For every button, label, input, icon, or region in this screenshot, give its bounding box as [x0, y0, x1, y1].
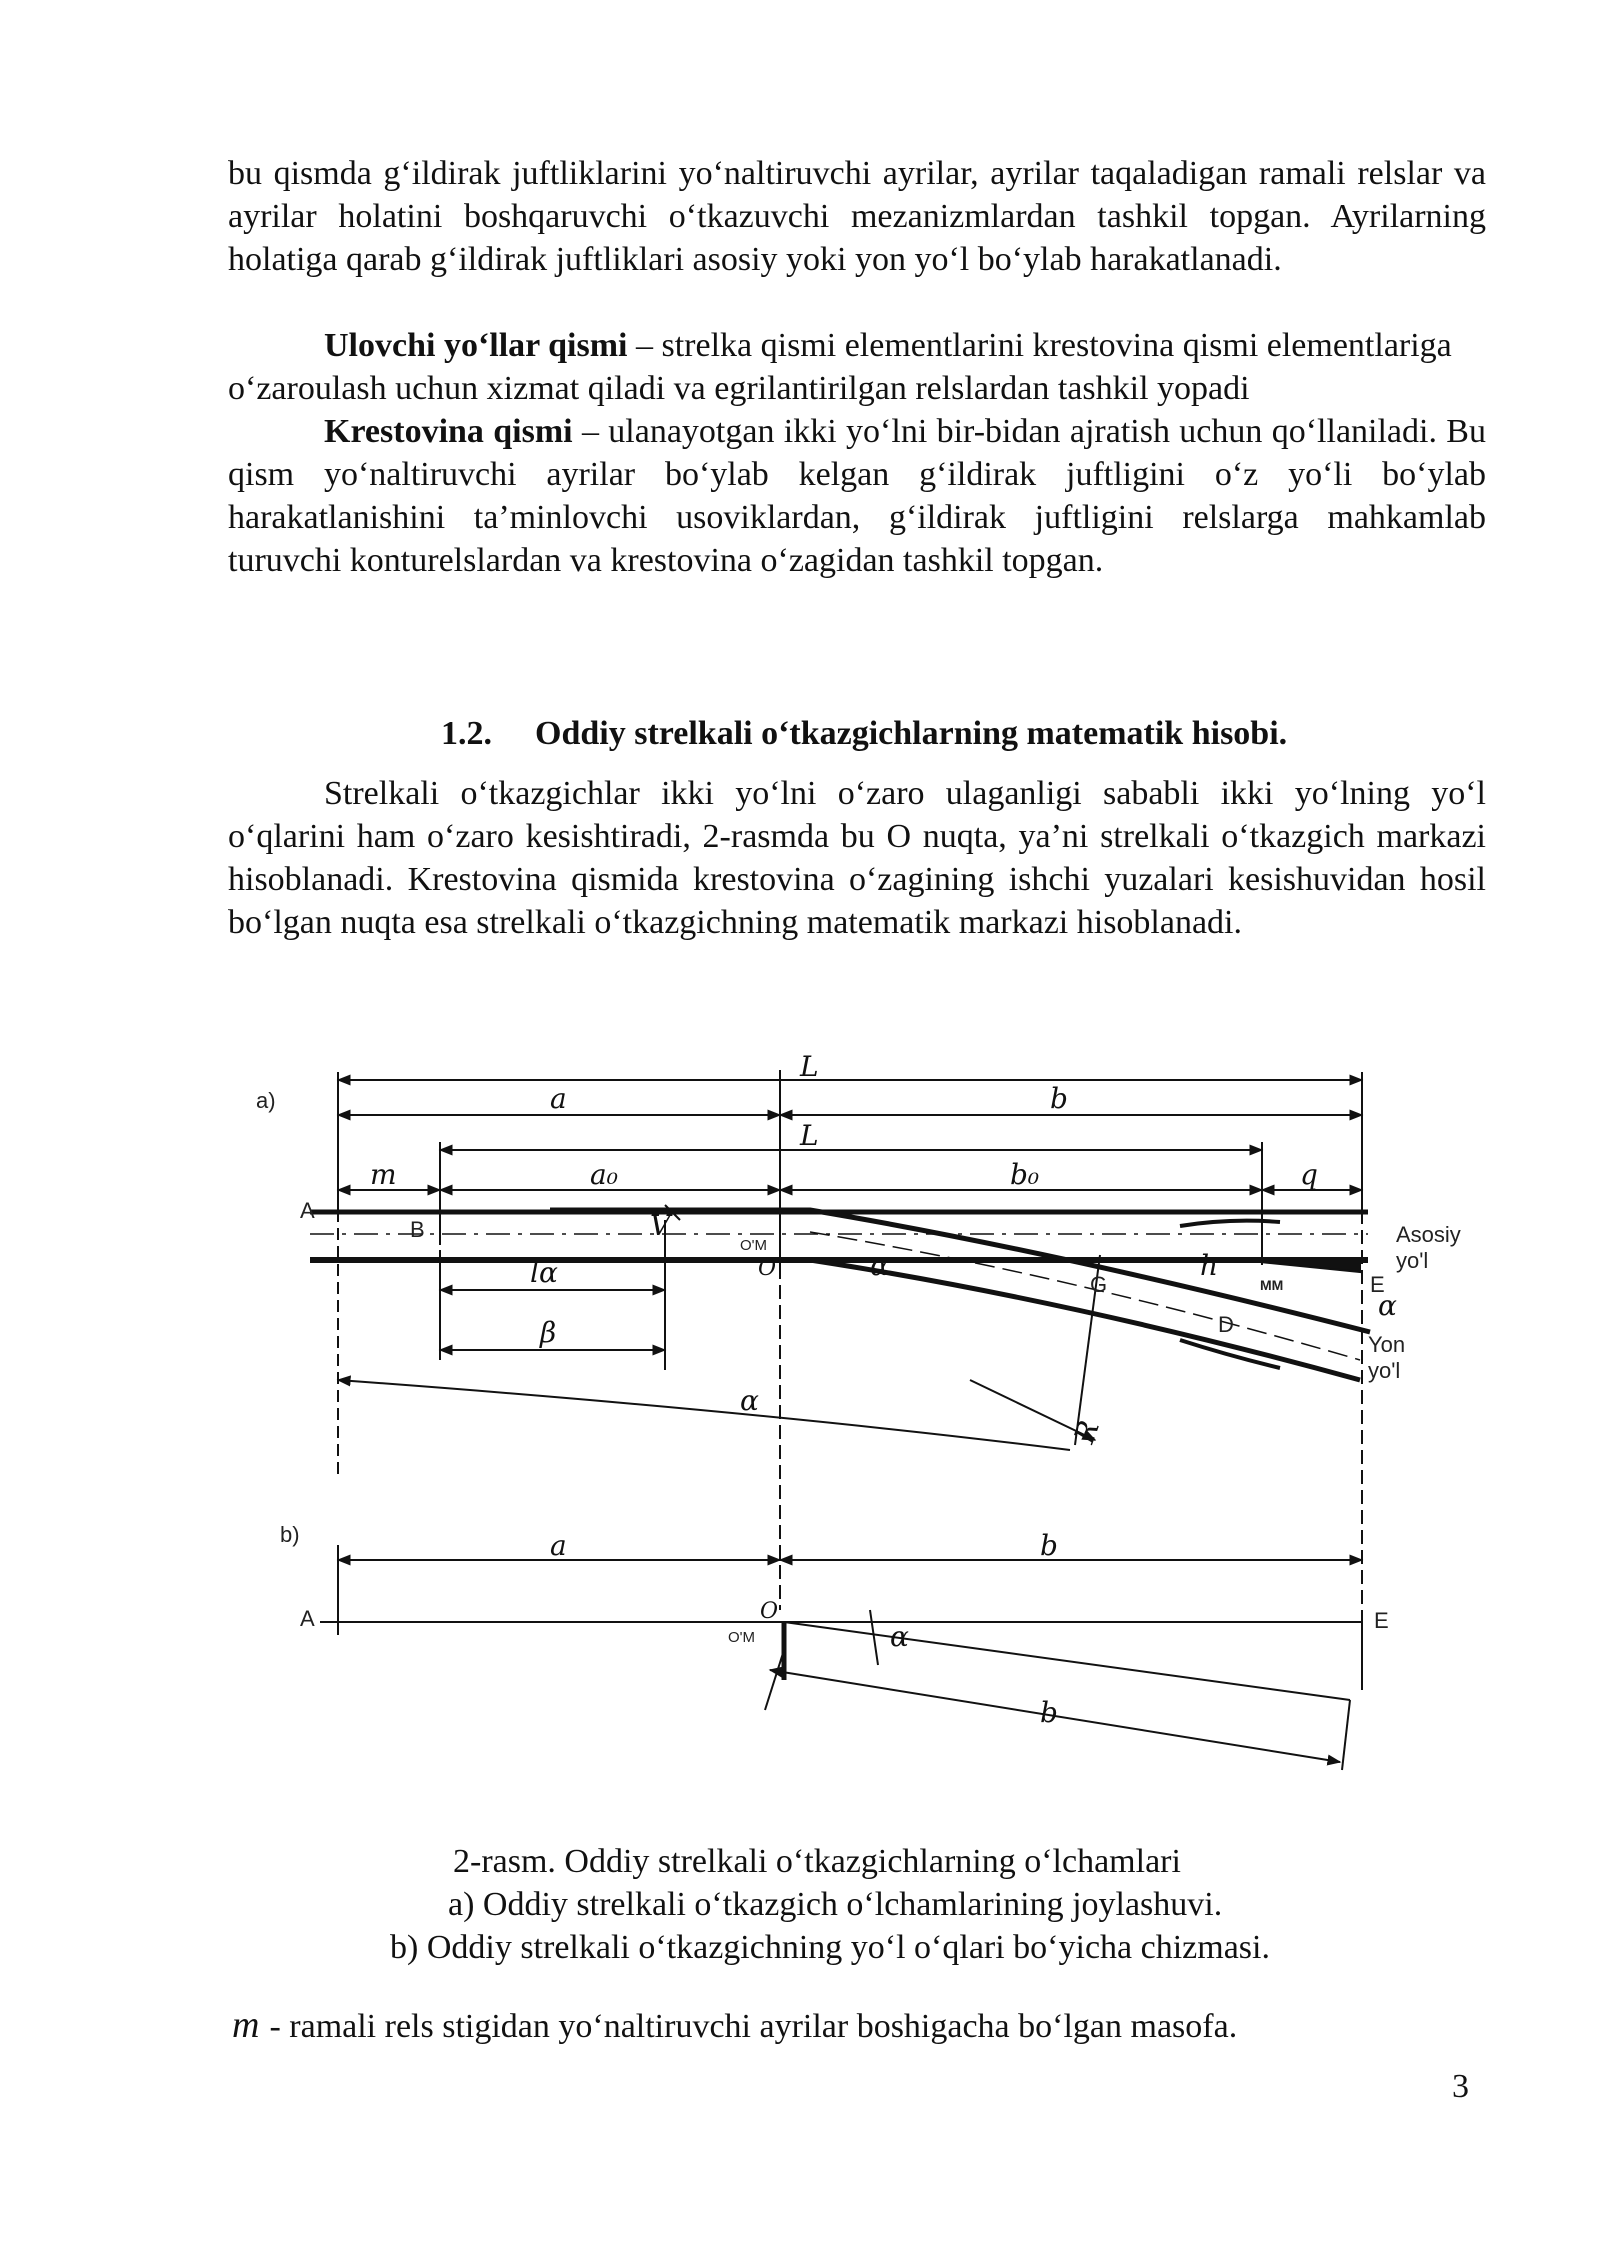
point-d-label: D	[1218, 1312, 1234, 1337]
dim-la-label: lα	[530, 1256, 558, 1289]
dim-a-label: a	[550, 1082, 567, 1115]
dim-b-label: b	[1050, 1082, 1068, 1115]
side-track-label-2: yo'l	[1368, 1358, 1401, 1383]
point-e-label: E	[1370, 1272, 1385, 1297]
figure-caption-title: 2-rasm. Oddiy strelkali o‘tkazgichlarning o‘lchamlari	[453, 1843, 1181, 1880]
page-number: 3	[1452, 2068, 1469, 2105]
point-o-label: O	[758, 1256, 777, 1281]
section-title: Oddiy strelkali o‘tkazgichlarning matematik hisobi.	[535, 715, 1288, 752]
figure-caption-b: b) Oddiy strelkali o‘tkazgichning yo‘l o‘qlari bo‘yicha chizmasi.	[390, 1929, 1270, 1966]
dim-h-label: h	[1200, 1249, 1219, 1282]
footnote-text: - ramali rels stigidan yo‘naltiruvchi ayrilar boshigacha bo‘lgan masofa.	[269, 2008, 1238, 2045]
paragraph-switch-part: bu qismda g‘ildirak juftliklarini yo‘naltiruvchi ayrilar, ayrilar taqaladigan ramali relslar va ayrilar holatini boshqaruvchi o‘tkazuvchi mezanizmlardan tashkil topgan. Ayrilarning holatiga qarab g‘ildirak juftliklari asosiy yoki yon yo‘l bo‘ylab harakatlanadi.	[228, 155, 1486, 278]
point-e-b-label: E	[1374, 1608, 1389, 1633]
dim-l2-label: L	[800, 1119, 819, 1152]
dim-b-diag-label: b	[1040, 1696, 1058, 1729]
figure-caption-a: a) Oddiy strelkali o‘tkazgich o‘lchamlarining joylashuvi.	[448, 1886, 1223, 1923]
angle-alpha-e-label: α	[1378, 1289, 1397, 1322]
track-rails-a	[310, 1205, 1370, 1380]
dim-q-label: q	[1300, 1158, 1318, 1191]
body-text	[228, 152, 1486, 582]
main-track-label-2: yo'l	[1396, 1248, 1429, 1273]
dim-l-label: L	[800, 1050, 819, 1083]
point-a-b-label: A	[300, 1606, 315, 1631]
point-a-label: A	[300, 1198, 315, 1223]
dim-m-label: m	[370, 1158, 397, 1191]
panel-b-label: b)	[280, 1522, 300, 1547]
section-number: 1.2.	[441, 715, 492, 752]
turnout-diagram-svg	[250, 1050, 1520, 1810]
definition-connecting-tracks: – strelka qismi elementlarini krestovina qismi elementlariga o‘zaroulash uchun xizmat qiladi va egrilantirilgan relslardan tashkil yopadi	[228, 327, 1452, 407]
turnout-diagram	[250, 1050, 1520, 1810]
mm-label: MM	[1260, 1277, 1284, 1293]
body-text-2	[228, 772, 1486, 944]
dim-a-b-label: a	[550, 1529, 567, 1562]
point-g-label: G	[1090, 1272, 1108, 1297]
paragraph-frog-part	[228, 410, 1486, 582]
dim-beta-label: β	[540, 1316, 557, 1349]
point-b-label: B	[410, 1217, 425, 1242]
dim-b-b-label: b	[1040, 1529, 1058, 1562]
footnote-m	[232, 2004, 1237, 2048]
definition-frog-part: – ulanayotgan ikki yo‘lni bir-bidan ajratish uchun qo‘llaniladi. Bu qism yo‘naltiruvchi ayrilar bo‘ylab kelgan g‘ildirak juftligini o‘z yo‘li bo‘ylab harakatlanishini ta’minlovchi usoviklardan, g‘ildirak juftligini relslarga mahkamlab turuvchi konturelslardan va krestovina o‘zagidan tashkil topgan.	[228, 413, 1486, 579]
side-track-label-1: Yon	[1368, 1332, 1406, 1357]
paragraph-connecting-tracks	[228, 324, 1486, 410]
dim-alpha-label: α	[740, 1384, 759, 1417]
point-om-b-label: O'M	[728, 1629, 756, 1646]
point-om-label: O'M	[740, 1237, 768, 1254]
dim-r-label: R	[1067, 1416, 1106, 1448]
angle-alpha-b-label: α	[890, 1620, 909, 1653]
panel-a-label: a)	[256, 1088, 276, 1113]
dim-b0-label: b₀	[1010, 1158, 1040, 1191]
main-track-label-1: Asosiy	[1396, 1222, 1461, 1247]
paragraph-turnout-center: Strelkali o‘tkazgichlar ikki yo‘lni o‘zaro ulaganligi sababli ikki yo‘lning yo‘l o‘qlarini ham o‘zaro kesishtiradi, 2-rasmda bu O nuqta, ya’ni strelkali o‘tkazgich markazi hisoblanadi. Krestovina qismida krestovina o‘zagining ishchi yuzalari kesishuvidan hosil bo‘lgan nuqta esa strelkali o‘tkazgichning matematik markazi hisoblanadi.	[228, 775, 1486, 941]
axis-scheme-b	[320, 1545, 1362, 1770]
point-v-label: V	[650, 1209, 671, 1242]
term-frog-part: Krestovina qismi	[324, 413, 573, 450]
term-connecting-tracks: Ulovchi yo‘llar qismi	[324, 327, 628, 364]
footnote-symbol: m	[232, 2004, 260, 2046]
dim-a0-label: a₀	[590, 1158, 618, 1191]
angle-alpha-label: α	[870, 1249, 889, 1282]
point-o-b-label: O	[760, 1599, 779, 1624]
